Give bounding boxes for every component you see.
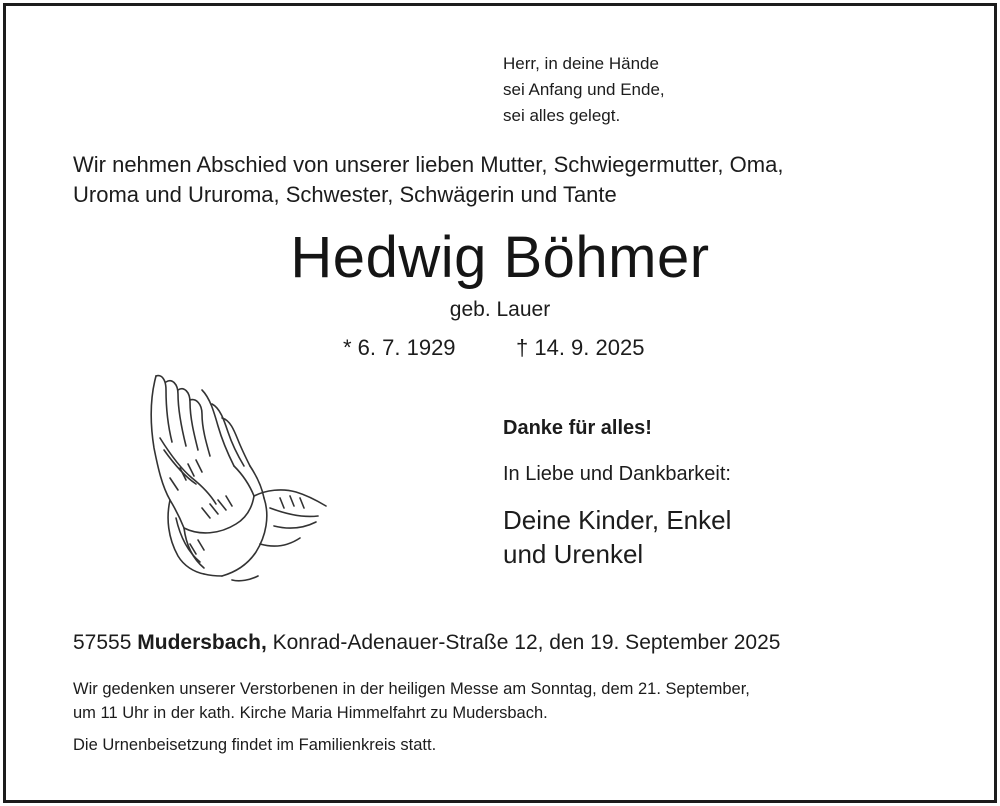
birth-name: geb. Lauer bbox=[449, 298, 551, 321]
praying-hands-icon bbox=[140, 368, 330, 583]
mass-notice bbox=[73, 677, 750, 725]
death-date: † 14. 9. 2025 bbox=[516, 335, 645, 360]
urn-notice: Die Urnenbeisetzung findet im Familienkreis statt. bbox=[73, 736, 437, 754]
verse-line: sei Anfang und Ende, bbox=[503, 80, 665, 99]
mass-line: Wir gedenken unserer Verstorbenen in der heiligen Messe am Sonntag, dem 21. September, bbox=[73, 680, 750, 698]
verse-line: Herr, in deine Hände bbox=[503, 54, 659, 73]
street-and-date: Konrad-Adenauer-Straße 12, den 19. September 2025 bbox=[272, 631, 781, 654]
address-line bbox=[73, 628, 780, 658]
intro-line: Uroma und Ururoma, Schwester, Schwägerin und Tante bbox=[73, 182, 617, 207]
bible-verse bbox=[503, 51, 665, 129]
postcode: 57555 bbox=[73, 631, 132, 654]
family-line: und Urenkel bbox=[503, 539, 644, 569]
deceased-name: Hedwig Böhmer bbox=[290, 225, 710, 290]
birth-date: * 6. 7. 1929 bbox=[343, 335, 456, 360]
thanks-line: Danke für alles! bbox=[503, 417, 652, 439]
verse-line: sei alles gelegt. bbox=[503, 106, 621, 125]
town: Mudersbach, bbox=[137, 631, 267, 654]
intro-line: Wir nehmen Abschied von unserer lieben Mutter, Schwiegermutter, Oma, bbox=[73, 152, 784, 177]
family-line: Deine Kinder, Enkel bbox=[503, 505, 732, 535]
family-signature bbox=[503, 503, 731, 571]
farewell-intro bbox=[73, 150, 783, 210]
mass-line: um 11 Uhr in der kath. Kirche Maria Himmelfahrt zu Mudersbach. bbox=[73, 704, 548, 722]
love-line: In Liebe und Dankbarkeit: bbox=[503, 463, 731, 485]
